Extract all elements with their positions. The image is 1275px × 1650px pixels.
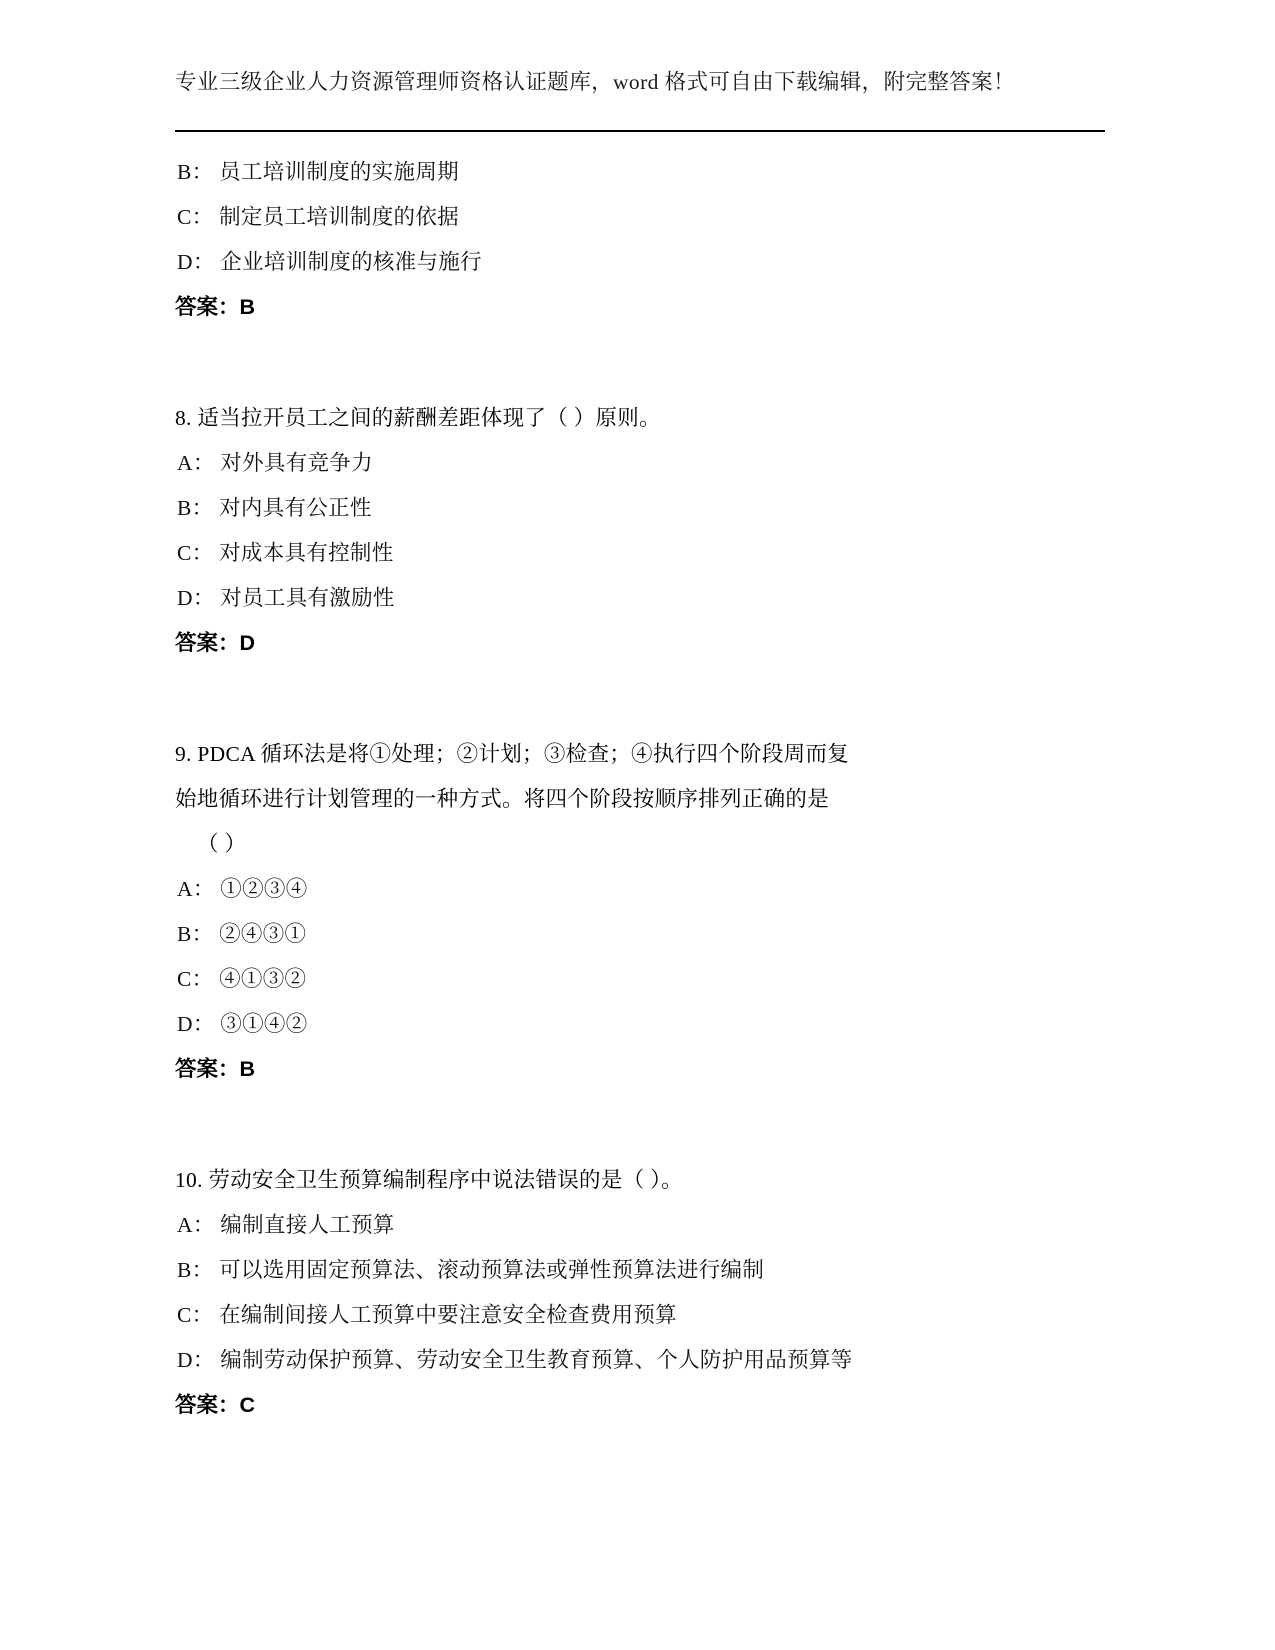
answer-label: 答案： [175,1057,240,1081]
page-content [175,62,1105,1428]
answer-value: C [239,1393,256,1417]
answer-label: 答案： [175,631,240,655]
spacer [175,330,1105,378]
question-stem-cont: 始地循环进行计划管理的一种方式。将四个阶段按顺序排列正确的是 [175,787,830,811]
option-item: B： 员工培训制度的实施周期 [177,160,459,184]
option-item: A： 编制直接人工预算 [177,1213,395,1237]
answer-value: D [239,631,256,655]
question-block-10 [175,1158,1105,1428]
answer-value: B [239,295,256,319]
question-stem-blank: （ ） [197,832,247,856]
option-item: C： 在编制间接人工预算中要注意安全检查费用预算 [177,1303,677,1327]
answer-label: 答案： [175,1393,240,1417]
answer-row [175,1383,1105,1428]
answer-row [175,1047,1105,1092]
document-header-text: 专业三级企业人力资源管理师资格认证题库，word 格式可自由下载编辑，附完整答案！ [175,70,1015,94]
option-item: A： 对外具有竞争力 [177,451,373,475]
option-item: A： ①②③④ [177,877,308,901]
option-item: B： 可以选用固定预算法、滚动预算法或弹性预算法进行编制 [177,1258,765,1282]
answer-label: 答案： [175,295,240,319]
option-item: B： ②④③① [177,922,307,946]
answer-row [175,285,1105,330]
option-item: D： ③①④② [177,1012,308,1036]
answer-row [175,621,1105,666]
spacer [175,666,1105,714]
answer-value: B [239,1057,256,1081]
question-block-7-options [175,150,1105,330]
option-item: D： 编制劳动保护预算、劳动安全卫生教育预算、个人防护用品预算等 [177,1348,853,1372]
question-stem: 8. 适当拉开员工之间的薪酬差距体现了（ ）原则。 [175,406,661,430]
option-item: D： 企业培训制度的核准与施行 [177,250,482,274]
option-item: C： 制定员工培训制度的依据 [177,205,459,229]
question-block-8 [175,396,1105,666]
option-item: C： ④①③② [177,967,307,991]
header-divider [175,130,1105,132]
option-item: C： 对成本具有控制性 [177,541,394,565]
question-block-9 [175,732,1105,1092]
spacer [175,1092,1105,1140]
question-stem: 9. PDCA 循环法是将①处理；②计划；③检查；④执行四个阶段周而复 [175,742,850,766]
option-item: D： 对员工具有激励性 [177,586,395,610]
question-stem: 10. 劳动安全卫生预算编制程序中说法错误的是（ ）。 [175,1168,683,1192]
option-item: B： 对内具有公正性 [177,496,372,520]
